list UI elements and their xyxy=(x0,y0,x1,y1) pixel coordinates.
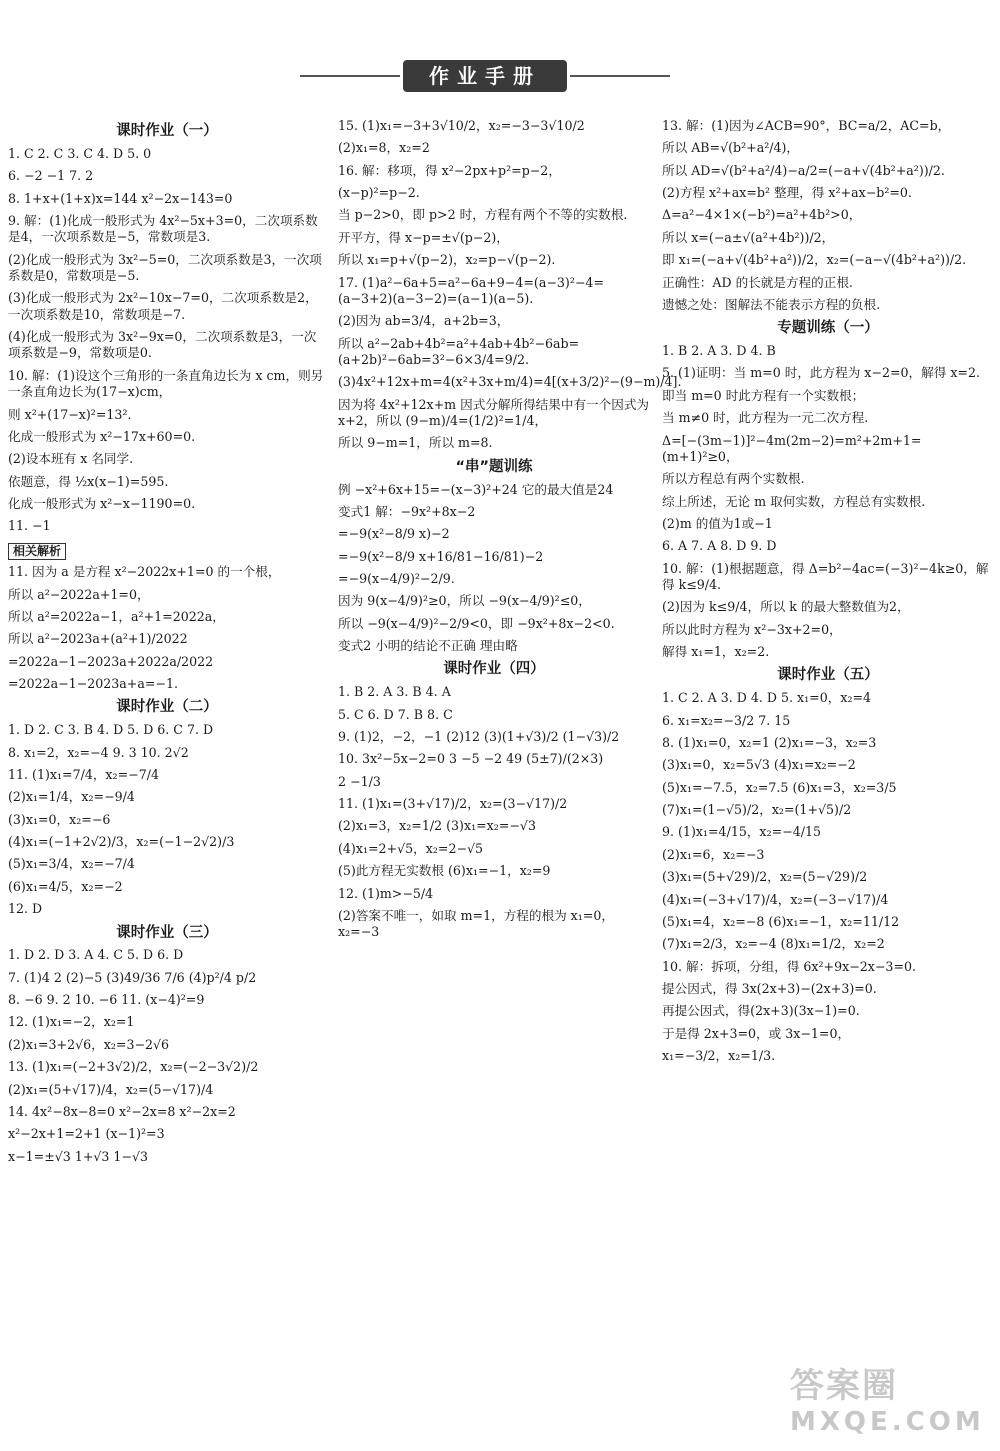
answer-line: 8. −6 9. 2 10. −6 11. (x−4)²=9 xyxy=(8,992,205,1008)
answer-line: 11. (1)x₁=(3+√17)/2，x₂=(3−√17)/2 xyxy=(338,796,568,812)
answer-line: Δ=[−(3m−1)]²−4m(2m−2)=m²+2m+1=(m+1)²≥0， xyxy=(662,432,922,464)
section-title: 课时作业（三） xyxy=(116,924,218,941)
watermark-cn: 答案圈 xyxy=(790,1366,898,1406)
answer-line: 所以 a²−2ab+4b²=a²+4ab+4b²−6ab=(a+2b)²−6ab=3²−6×3/4=9/2. xyxy=(338,335,580,367)
answer-line: 开平方，得 x−p=±√(p−2)， xyxy=(338,229,509,245)
answer-line: 10. 解：(1)设这个三角形的一条直角边长为 x cm，则另一条直角边长为(17−x)cm， xyxy=(8,367,324,400)
answer-line: 提公因式，得 3x(2x+3)−(2x+3)=0. xyxy=(662,980,877,996)
answer-line: 5. (1)证明：当 m=0 时，此方程为 x−2=0，解得 x=2. xyxy=(662,365,980,381)
answer-line: 13. (1)x₁=(−2+3√2)/2，x₂=(−2−3√2)/2 xyxy=(8,1059,259,1075)
answer-line: (2)化成一般形式为 3x²−5=0，二次项系数是3，一次项系数是0，常数项是−5. xyxy=(8,251,322,283)
answer-line: 即 x₁=(−a+√(4b²+a²))/2，x₂=(−a−√(4b²+a²))/2. xyxy=(662,252,967,268)
answer-line: (5)x₁=3/4，x₂=−7/4 xyxy=(8,856,135,872)
header-rule-left xyxy=(300,75,400,77)
answer-line: (5)x₁=−7.5，x₂=7.5 (6)x₁=3，x₂=3/5 xyxy=(662,779,897,795)
answer-line: (7)x₁=2/3，x₂=−4 (8)x₁=1/2，x₂=2 xyxy=(662,936,885,952)
answer-line: 再提公因式，得(2x+3)(3x−1)=0. xyxy=(662,1003,860,1019)
answer-line: 8. 1+x+(1+x)x=144 x²−2x−143=0 xyxy=(8,190,233,206)
answer-line: x−1=±√3 1+√3 1−√3 xyxy=(8,1148,149,1164)
answer-line: (3)化成一般形式为 2x²−10x−7=0，二次项系数是2，一次项系数是10，常数项是−7. xyxy=(8,290,318,322)
answer-line: (4)x₁=2+√5，x₂=2−√5 xyxy=(338,840,484,856)
answer-line: 所以方程总有两个实数根. xyxy=(662,471,805,487)
answer-column-left xyxy=(8,118,326,1171)
answer-line: 于是得 2x+3=0，或 3x−1=0， xyxy=(662,1025,851,1041)
answer-line: 10. 解：(1)根据题意，得 Δ=b²−4ac=(−3)²−4k≥0，解得 k≤9/4. xyxy=(662,560,989,593)
answer-line: (5)x₁=4，x₂=−8 (6)x₁=−1，x₂=11/12 xyxy=(662,913,900,929)
answer-line: (2)设本班有 x 名同学. xyxy=(8,451,134,467)
answer-line: 解得 x₁=1，x₂=2. xyxy=(662,644,770,660)
answer-line: (3)x₁=0，x₂=5√3 (4)x₁=x₂=−2 xyxy=(662,757,856,773)
section-title: 专题训练（一） xyxy=(777,320,879,337)
answer-line: 6. x₁=x₂=−3/2 7. 15 xyxy=(662,712,791,728)
answer-line: 13. 解：(1)因为∠ACB=90°，BC=a/2，AC=b， xyxy=(662,118,951,133)
answer-line: 因为将 4x²+12x+m 因式分解所得结果中有一个因式为 x+2，所以 (9−m)/4=(1/2)²=1/4， xyxy=(338,396,650,429)
related-analysis-tag: 相关解析 xyxy=(8,543,66,561)
section-title: 课时作业（四） xyxy=(443,661,545,678)
answer-line: 例 −x²+6x+15=−(x−3)²+24 它的最大值是24 xyxy=(338,481,614,497)
answer-line: 当 m≠0 时，此方程为一元二次方程. xyxy=(662,410,869,426)
answer-line: (x−p)²=p−2. xyxy=(338,185,420,201)
answer-line: 变式2 小明的结论不正确 理由略 xyxy=(338,638,518,654)
answer-line: 5. C 6. D 7. B 8. C xyxy=(338,706,453,722)
answer-line: 8. x₁=2，x₂=−4 9. 3 10. 2√2 xyxy=(8,744,189,760)
answer-line: 则 x²+(17−x)²=13². xyxy=(8,406,132,422)
answer-line: 当 p−2>0，即 p>2 时，方程有两个不等的实数根. xyxy=(338,207,628,223)
answer-line: (2)m 的值为1或−1 xyxy=(662,515,773,531)
tag-row xyxy=(8,541,326,565)
answer-line: 12. (1)x₁=−2，x₂=1 xyxy=(8,1014,135,1030)
answer-line: =2022a−1−2023a+2022a/2022 xyxy=(8,653,214,669)
section-title: “串”题训练 xyxy=(455,458,533,475)
answer-line: =2022a−1−2023a+a=−1. xyxy=(8,676,178,692)
answer-line: =−9(x−4/9)²−2/9. xyxy=(338,571,455,587)
answer-line: 所以 AB=√(b²+a²/4)， xyxy=(662,140,800,156)
answer-line: 17. (1)a²−6a+5=a²−6a+9−4=(a−3)²−4=(a−3+2)(a−3−2)=(a−1)(a−5). xyxy=(338,274,604,306)
answer-line: 所以此时方程为 x²−3x+2=0， xyxy=(662,621,842,637)
answer-line: 遗憾之处：图解法不能表示方程的负根. xyxy=(662,296,881,312)
answer-line: 综上所述，无论 m 取何实数，方程总有实数根. xyxy=(662,493,926,509)
answer-line: (2)x₁=6，x₂=−3 xyxy=(662,846,765,862)
page-header xyxy=(300,60,670,92)
answer-line: 9. 解：(1)化成一般形式为 4x²−5x+3=0，二次项系数是4，一次项系数是−5，常数项是3. xyxy=(8,212,318,245)
answer-line: 1. C 2. A 3. D 4. D 5. x₁=0，x₂=4 xyxy=(662,690,872,706)
answer-line: =−9(x²−8/9 x+16/81−16/81)−2 xyxy=(338,548,544,564)
answer-line: =−9(x²−8/9 x)−2 xyxy=(338,526,450,542)
section-title: 课时作业（二） xyxy=(116,699,218,716)
answer-line: 11. −1 xyxy=(8,518,51,534)
answer-line: 12. D xyxy=(8,901,43,917)
answer-line: 化成一般形式为 x²−x−1190=0. xyxy=(8,495,196,511)
answer-line: (7)x₁=(1−√5)/2，x₂=(1+√5)/2 xyxy=(662,802,852,818)
answer-line: 所以 a²=2022a−1，a²+1=2022a， xyxy=(8,608,225,624)
answer-line: 9. (1)x₁=4/15，x₂=−4/15 xyxy=(662,824,821,840)
answer-line: (4)x₁=(−3+√17)/4，x₂=(−3−√17)/4 xyxy=(662,891,889,907)
answer-line: 所以 a²−2022a+1=0， xyxy=(8,586,150,602)
answer-line: Δ=a²−4×1×(−b²)=a²+4b²>0， xyxy=(662,207,862,223)
answer-line: (5)此方程无实数根 (6)x₁=−1，x₂=9 xyxy=(338,863,551,879)
answer-line: 变式1 解：−9x²+8x−2 xyxy=(338,503,476,519)
answer-line: 化成一般形式为 x²−17x+60=0. xyxy=(8,428,196,444)
answer-line: 所以 x=(−a±√(a²+4b²))/2， xyxy=(662,229,835,245)
answer-line: 7. (1)4 2 (2)−5 (3)49/36 7/6 (4)p²/4 p/2 xyxy=(8,969,257,985)
answer-line: (2)x₁=3+2√6，x₂=3−2√6 xyxy=(8,1036,170,1052)
answer-line: x₁=−3/2，x₂=1/3. xyxy=(662,1048,776,1064)
answer-line: 12. (1)m>−5/4 xyxy=(338,885,434,901)
answer-line: 1. B 2. A 3. B 4. A xyxy=(338,684,451,700)
answer-line: (4)化成一般形式为 3x²−9x=0，二次项系数是3，一次项系数是−9，常数项是0. xyxy=(8,329,317,361)
answer-line: 11. (1)x₁=7/4，x₂=−7/4 xyxy=(8,766,159,782)
answer-line: (2)因为 ab=3/4，a+2b=3， xyxy=(338,313,510,329)
answer-line: 1. C 2. C 3. C 4. D 5. 0 xyxy=(8,145,152,161)
answer-line: 2 −1/3 xyxy=(338,773,381,789)
answer-line: 所以 a²−2023a+(a²+1)/2022 xyxy=(8,631,188,647)
answer-column-middle xyxy=(338,118,682,947)
answer-line: (2)x₁=8，x₂=2 xyxy=(338,140,430,156)
answer-line: (2)方程 x²+ax=b² 整理，得 x²+ax−b²=0. xyxy=(662,185,912,201)
answer-line: 1. B 2. A 3. D 4. B xyxy=(662,343,776,359)
answer-line: 即当 m=0 时此方程有一个实数根； xyxy=(662,387,865,403)
answer-line: 8. (1)x₁=0，x₂=1 (2)x₁=−3，x₂=3 xyxy=(662,735,877,751)
answer-line: 所以 x₁=p+√(p−2)，x₂=p−√(p−2). xyxy=(338,252,556,268)
answer-line: 10. 3x²−5x−2=0 3 −5 −2 49 (5±7)/(2×3) xyxy=(338,751,604,767)
answer-line: 所以 9−m=1，所以 m=8. xyxy=(338,435,493,451)
answer-line: 1. D 2. D 3. A 4. C 5. D 6. D xyxy=(8,947,184,963)
answer-line: x²−2x+1=2+1 (x−1)²=3 xyxy=(8,1126,165,1142)
answer-line: 6. −2 −1 7. 2 xyxy=(8,168,94,184)
header-rule-right xyxy=(570,75,670,77)
answer-line: (2)因为 k≤9/4，所以 k 的最大整数值为2， xyxy=(662,599,910,615)
section-title: 课时作业（一） xyxy=(116,123,218,139)
answer-line: 1. D 2. C 3. B 4. D 5. D 6. C 7. D xyxy=(8,722,214,738)
answer-line: 16. 解：移项，得 x²−2px+p²=p−2， xyxy=(338,162,561,178)
answer-line: (3)4x²+12x+m=4(x²+3x+m/4)=4[(x+3/2)²−(9−m)/4]. xyxy=(338,374,682,390)
watermark-logo xyxy=(790,1358,990,1438)
answer-line: 15. (1)x₁=−3+3√10/2，x₂=−3−3√10/2 xyxy=(338,118,585,133)
answer-line: (2)答案不唯一，如取 m=1，方程的根为 x₁=0，x₂=−3 xyxy=(338,907,614,940)
answer-line: (6)x₁=4/5，x₂=−2 xyxy=(8,878,123,894)
watermark-en: MXQE.COM xyxy=(790,1407,985,1437)
answer-line: (3)x₁=0，x₂=−6 xyxy=(8,811,111,827)
page-title: 作业手册 xyxy=(403,60,567,92)
answer-line: 9. (1)2，−2，−1 (2)12 (3)(1+√3)/2 (1−√3)/2 xyxy=(338,729,620,745)
section-title: 课时作业（五） xyxy=(777,667,879,684)
answer-line: 11. 因为 a 是方程 x²−2022x+1=0 的一个根， xyxy=(8,564,281,580)
answer-line: 14. 4x²−8x−8=0 x²−2x=8 x²−2x=2 xyxy=(8,1103,236,1119)
answer-column-right xyxy=(662,118,994,1070)
answer-line: 所以 −9(x−4/9)²−2/9<0，即 −9x²+8x−2<0. xyxy=(338,615,615,631)
answer-line: 因为 9(x−4/9)²≥0，所以 −9(x−4/9)²≤0， xyxy=(338,593,591,609)
answer-line: (3)x₁=(5+√29)/2，x₂=(5−√29)/2 xyxy=(662,869,868,885)
answer-line: 所以 AD=√(b²+a²/4)−a/2=(−a+√(4b²+a²))/2. xyxy=(662,162,945,178)
answer-line: (2)x₁=1/4，x₂=−9/4 xyxy=(8,789,135,805)
answer-line: (2)x₁=(5+√17)/4，x₂=(5−√17)/4 xyxy=(8,1081,214,1097)
answer-line: (2)x₁=3，x₂=1/2 (3)x₁=x₂=−√3 xyxy=(338,818,536,834)
answer-line: 依题意，得 ½x(x−1)=595. xyxy=(8,473,169,489)
answer-line: (4)x₁=(−1+2√2)/3，x₂=(−1−2√2)/3 xyxy=(8,834,235,850)
answer-line: 正确性：AD 的长就是方程的正根. xyxy=(662,274,853,290)
answer-line: 10. 解：拆项，分组，得 6x²+9x−2x−3=0. xyxy=(662,958,917,974)
answer-line: 6. A 7. A 8. D 9. D xyxy=(662,538,777,554)
